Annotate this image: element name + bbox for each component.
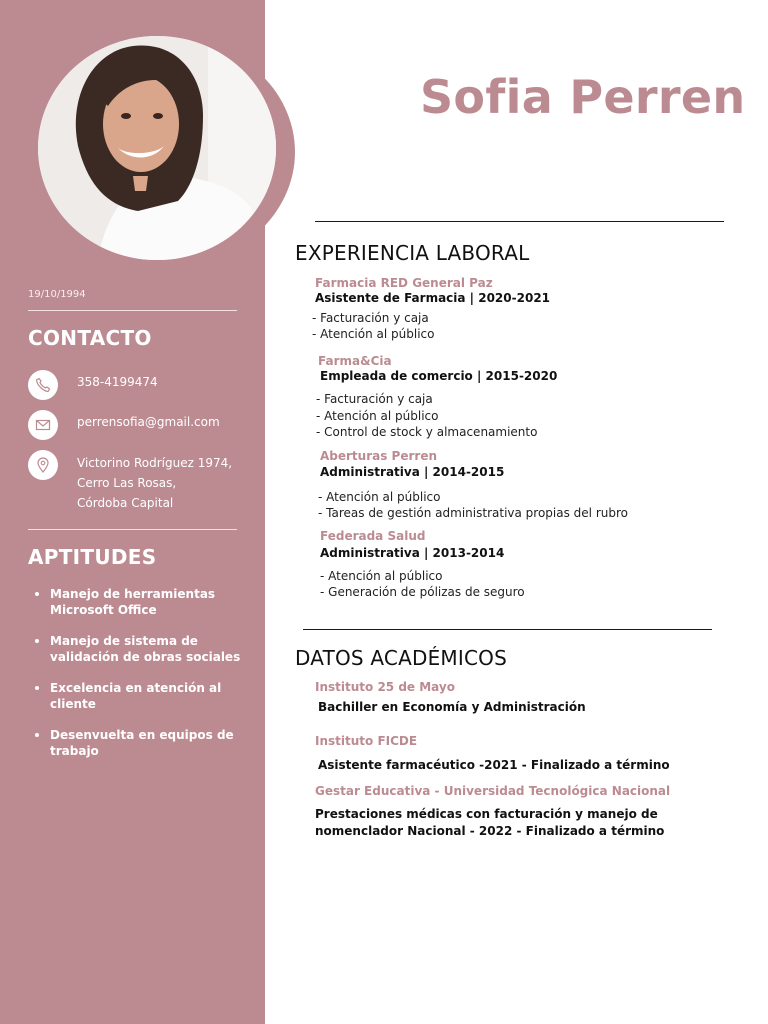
job-task: - Atención al público bbox=[312, 327, 435, 341]
job-task: - Facturación y caja bbox=[316, 392, 433, 406]
education-institution: Instituto FICDE bbox=[315, 734, 418, 748]
education-degree: Bachiller en Economía y Administración bbox=[318, 700, 586, 714]
job-task: - Generación de pólizas de seguro bbox=[320, 585, 525, 599]
job-task: - Atención al público bbox=[320, 569, 443, 583]
header-divider bbox=[315, 221, 724, 222]
address bbox=[77, 453, 232, 513]
sidebar-divider bbox=[28, 310, 237, 311]
skills-list bbox=[28, 586, 250, 774]
address-line: Cerro Las Rosas, bbox=[77, 476, 177, 490]
phone-number: 358-4199474 bbox=[77, 375, 158, 389]
job-role: Empleada de comercio | 2015-2020 bbox=[320, 369, 558, 383]
address-line: Victorino Rodríguez 1974, bbox=[77, 456, 233, 470]
skill-item: Desenvuelta en equipos de trabajo bbox=[50, 727, 250, 759]
skill-item: Manejo de herramientas Microsoft Office bbox=[50, 586, 250, 618]
job-role: Administrativa | 2014-2015 bbox=[320, 465, 505, 479]
job-task: - Control de stock y almacenamiento bbox=[316, 425, 538, 439]
skill-item: Excelencia en atención al cliente bbox=[50, 680, 250, 712]
job-task: - Tareas de gestión administrativa propias del rubro bbox=[318, 506, 628, 520]
education-institution: Gestar Educativa - Universidad Tecnológica Nacional bbox=[315, 784, 671, 798]
contact-heading: CONTACTO bbox=[28, 326, 152, 350]
job-company: Federada Salud bbox=[320, 529, 426, 543]
skills-heading: APTITUDES bbox=[28, 545, 157, 569]
location-pin-icon bbox=[28, 450, 58, 480]
job-task: - Facturación y caja bbox=[312, 311, 429, 325]
skill-item: Manejo de sistema de validación de obras sociales bbox=[50, 633, 250, 665]
address-line: Córdoba Capital bbox=[77, 496, 174, 510]
job-task: - Atención al público bbox=[318, 490, 441, 504]
full-name: Sofia Perren bbox=[420, 70, 746, 124]
education-heading: DATOS ACADÉMICOS bbox=[295, 646, 507, 670]
job-company: Aberturas Perren bbox=[320, 449, 437, 463]
phone-icon bbox=[28, 370, 58, 400]
job-company: Farmacia RED General Paz bbox=[315, 276, 493, 290]
education-degree: Prestaciones médicas con facturación y manejo de nomenclador Nacional - 2022 - Finalizado a término bbox=[315, 807, 665, 838]
job-task: - Atención al público bbox=[316, 409, 439, 423]
job-role: Asistente de Farmacia | 2020-2021 bbox=[315, 291, 551, 305]
envelope-icon bbox=[28, 410, 58, 440]
profile-photo bbox=[38, 36, 276, 260]
job-company: Farma&Cia bbox=[318, 354, 392, 368]
education-institution: Instituto 25 de Mayo bbox=[315, 680, 455, 694]
job-role: Administrativa | 2013-2014 bbox=[320, 546, 505, 560]
section-divider bbox=[303, 629, 712, 630]
education-degree: Asistente farmacéutico -2021 - Finalizado a término bbox=[318, 758, 670, 772]
sidebar-divider bbox=[28, 529, 237, 530]
email-address: perrensofia@gmail.com bbox=[77, 415, 220, 429]
experience-heading: EXPERIENCIA LABORAL bbox=[295, 241, 530, 265]
birth-date: 19/10/1994 bbox=[28, 289, 86, 300]
